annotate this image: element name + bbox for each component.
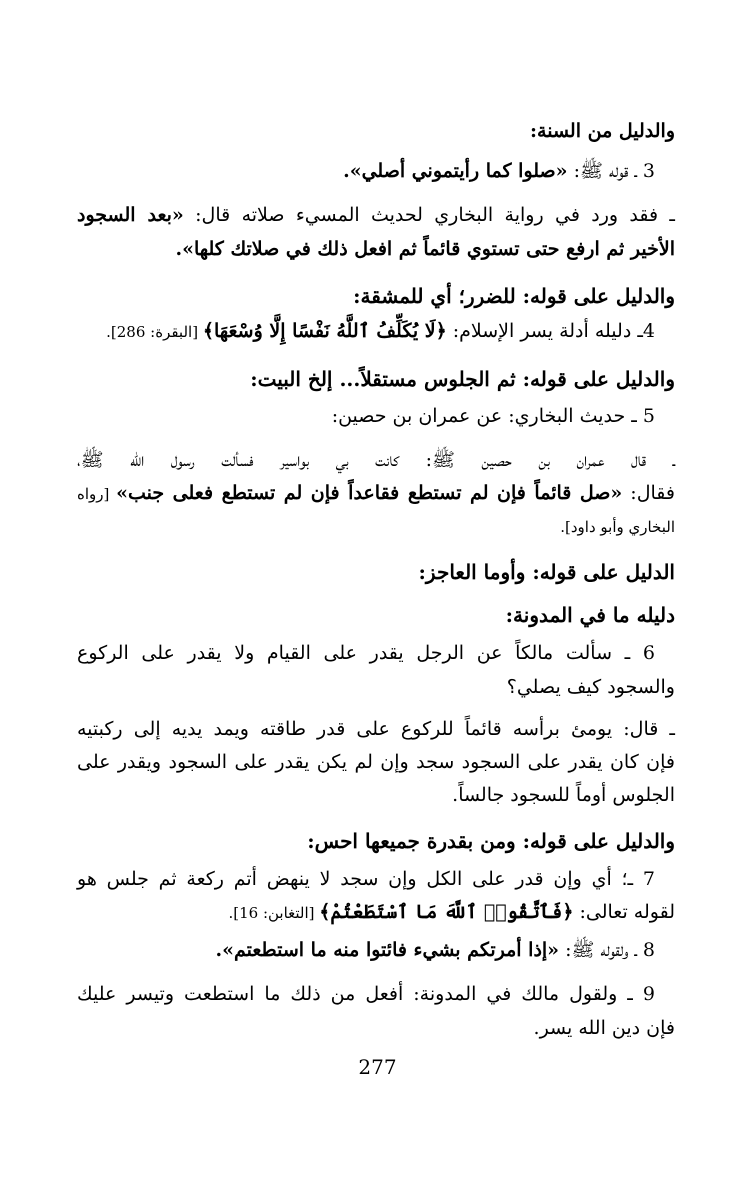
hadith-quote: «بعد السجود (77, 204, 184, 226)
hadith-quote-line: الأخير ثم ارفع حتى تستوي قائماً ثم افعل ذلك في صلاتك كلها». (175, 238, 675, 260)
source-reference: [رواه (77, 485, 117, 503)
hadith-quote: «صل قائماً فإن لم تستطع فقاعداً فإن لم تستطع فعلى جنب» (116, 482, 623, 504)
quran-verse: ﴿لَا يُكَلِّفُ ٱللَّهُ نَفْسًا إِلَّا وُسْعَهَا﴾ (202, 320, 447, 342)
text-line: 9 ـ ولقول مالك في المدونة: أفعل من ذلك ما استطعت وتيسر عليك (77, 983, 655, 1005)
paragraph-text: 4ـ دليله أدلة يسر الإسلام: (446, 320, 655, 342)
text-line: ـ قال: يومئ برأسه قائماً للركوع على قدر طاقته ويمد يديه إلى ركبتيه (77, 718, 675, 740)
paragraph-text: لقوله تعالى: (573, 901, 675, 923)
verse-reference: [البقرة: 286]. (106, 323, 203, 341)
paragraph-text: ـ فقد ورد في رواية البخاري لحديث المسيء صلاته قال: (183, 204, 675, 226)
text-line: 5 ـ حديث البخاري: عن عمران بن حصين: (331, 405, 655, 427)
text-line (77, 897, 675, 928)
text-line (77, 200, 675, 230)
text-line: الجلوس أوماً للسجود جالساً. (452, 784, 675, 806)
quran-verse: ﴿فَٱتَّقُوا۟ ٱللَّهَ مَا ٱسْتَطَعْتُمْ﴾ (319, 901, 574, 923)
text-line: فإن دين الله يسر. (533, 1017, 675, 1039)
text-line (77, 935, 655, 965)
section-heading: الدليل على قوله: وأوما العاجز: (418, 560, 675, 584)
hadith-quote: «صلوا كما رأيتموني أصلي». (343, 160, 568, 182)
section-heading: والدليل على قوله: للضرر؛ أي للمشقة: (353, 284, 675, 308)
item-number-text: 3 ـ قوله ﷺ: (567, 160, 655, 182)
text-line: فإن كان يقدر على السجود سجد وإن لم يكن يقدر على السجود ويقدر على (77, 751, 675, 773)
paragraph-text: فقال: (622, 482, 675, 504)
text-line (77, 316, 655, 347)
page-number: 277 (358, 1055, 397, 1079)
text-line: 7 ـ؛ أي وإن قدر على الكل وإن سجد لا ينهض أتم ركعة ثم جلس هو (77, 868, 655, 890)
text-line (77, 156, 655, 186)
section-heading: والدليل على قوله: ثم الجلوس مستقلاً... إلخ البيت: (250, 367, 675, 391)
section-heading: دليله ما في المدونة: (505, 603, 675, 627)
verse-reference: [التغابن: 16]. (228, 904, 320, 922)
text-line: ـ قال عمران بن حصين ﷺ: كانت بي بواسير فسألت رسول الله ﷺ، (77, 449, 675, 471)
heading-sunnah-evidence: والدليل من السنة: (530, 120, 675, 142)
hadith-quote: «إذا أمرتكم بشيء فائتوا منه ما استطعتم». (215, 939, 560, 961)
item-number-text: 8 ـ ولقوله ﷺ: (559, 939, 655, 961)
text-line: والسجود كيف يصلي؟ (506, 676, 675, 698)
section-heading: والدليل على قوله: ومن بقدرة جميعها احس: (307, 829, 675, 853)
text-line: 6 ـ سألت مالكاً عن الرجل يقدر على القيام ولا يقدر على الركوع (77, 642, 655, 664)
source-reference: البخاري وأبو داود]. (560, 518, 675, 536)
text-line (77, 478, 675, 509)
